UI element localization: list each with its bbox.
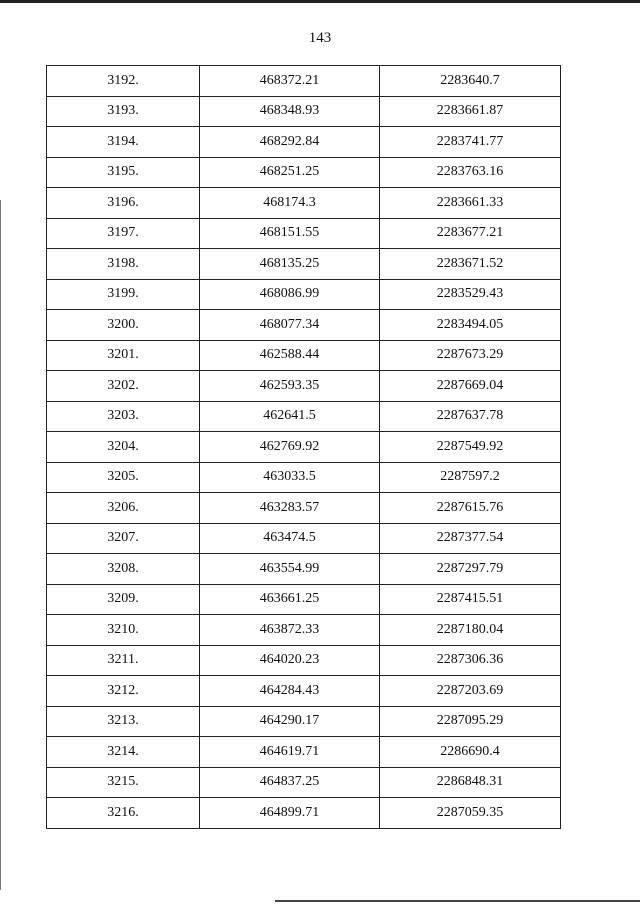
y-coordinate-cell: 2287637.78 bbox=[380, 401, 561, 432]
left-edge-mark bbox=[0, 200, 1, 890]
point-number-cell: 3201. bbox=[47, 340, 200, 371]
y-coordinate-cell: 2283661.87 bbox=[380, 96, 561, 127]
point-number-cell: 3213. bbox=[47, 706, 200, 737]
table-row bbox=[47, 157, 561, 188]
table-row bbox=[47, 645, 561, 676]
point-number-cell: 3206. bbox=[47, 493, 200, 524]
table-row bbox=[47, 584, 561, 615]
table-row bbox=[47, 401, 561, 432]
point-number-cell: 3205. bbox=[47, 462, 200, 493]
y-coordinate-cell: 2287377.54 bbox=[380, 523, 561, 554]
x-coordinate-cell: 463283.57 bbox=[200, 493, 380, 524]
x-coordinate-cell: 462588.44 bbox=[200, 340, 380, 371]
table-row bbox=[47, 706, 561, 737]
table-row bbox=[47, 249, 561, 280]
x-coordinate-cell: 464290.17 bbox=[200, 706, 380, 737]
point-number-cell: 3203. bbox=[47, 401, 200, 432]
y-coordinate-cell: 2286848.31 bbox=[380, 767, 561, 798]
table-row bbox=[47, 737, 561, 768]
point-number-cell: 3207. bbox=[47, 523, 200, 554]
x-coordinate-cell: 468372.21 bbox=[200, 66, 380, 97]
table-row bbox=[47, 279, 561, 310]
table-row bbox=[47, 493, 561, 524]
table-row bbox=[47, 127, 561, 158]
point-number-cell: 3216. bbox=[47, 798, 200, 829]
x-coordinate-cell: 464284.43 bbox=[200, 676, 380, 707]
point-number-cell: 3215. bbox=[47, 767, 200, 798]
point-number-cell: 3199. bbox=[47, 279, 200, 310]
bottom-border bbox=[275, 900, 640, 902]
y-coordinate-cell: 2287615.76 bbox=[380, 493, 561, 524]
x-coordinate-cell: 462769.92 bbox=[200, 432, 380, 463]
x-coordinate-cell: 464899.71 bbox=[200, 798, 380, 829]
point-number-cell: 3214. bbox=[47, 737, 200, 768]
y-coordinate-cell: 2287059.35 bbox=[380, 798, 561, 829]
point-number-cell: 3211. bbox=[47, 645, 200, 676]
table-row bbox=[47, 218, 561, 249]
x-coordinate-cell: 463033.5 bbox=[200, 462, 380, 493]
y-coordinate-cell: 2287203.69 bbox=[380, 676, 561, 707]
table-row bbox=[47, 523, 561, 554]
y-coordinate-cell: 2287673.29 bbox=[380, 340, 561, 371]
table-row bbox=[47, 798, 561, 829]
x-coordinate-cell: 468348.93 bbox=[200, 96, 380, 127]
y-coordinate-cell: 2286690.4 bbox=[380, 737, 561, 768]
y-coordinate-cell: 2283494.05 bbox=[380, 310, 561, 341]
x-coordinate-cell: 464837.25 bbox=[200, 767, 380, 798]
y-coordinate-cell: 2283529.43 bbox=[380, 279, 561, 310]
table-row bbox=[47, 615, 561, 646]
table-row bbox=[47, 340, 561, 371]
x-coordinate-cell: 468174.3 bbox=[200, 188, 380, 219]
coordinates-table-body bbox=[47, 66, 561, 829]
y-coordinate-cell: 2287095.29 bbox=[380, 706, 561, 737]
y-coordinate-cell: 2287669.04 bbox=[380, 371, 561, 402]
y-coordinate-cell: 2283671.52 bbox=[380, 249, 561, 280]
point-number-cell: 3198. bbox=[47, 249, 200, 280]
x-coordinate-cell: 468077.34 bbox=[200, 310, 380, 341]
y-coordinate-cell: 2287597.2 bbox=[380, 462, 561, 493]
point-number-cell: 3210. bbox=[47, 615, 200, 646]
coordinates-table bbox=[46, 65, 561, 829]
table-row bbox=[47, 66, 561, 97]
y-coordinate-cell: 2287306.36 bbox=[380, 645, 561, 676]
point-number-cell: 3209. bbox=[47, 584, 200, 615]
table-row bbox=[47, 96, 561, 127]
table-row bbox=[47, 432, 561, 463]
top-border bbox=[0, 0, 640, 3]
x-coordinate-cell: 463872.33 bbox=[200, 615, 380, 646]
point-number-cell: 3197. bbox=[47, 218, 200, 249]
x-coordinate-cell: 463661.25 bbox=[200, 584, 380, 615]
point-number-cell: 3202. bbox=[47, 371, 200, 402]
table-row bbox=[47, 371, 561, 402]
y-coordinate-cell: 2283741.77 bbox=[380, 127, 561, 158]
point-number-cell: 3208. bbox=[47, 554, 200, 585]
y-coordinate-cell: 2283640.7 bbox=[380, 66, 561, 97]
x-coordinate-cell: 463554.99 bbox=[200, 554, 380, 585]
point-number-cell: 3192. bbox=[47, 66, 200, 97]
y-coordinate-cell: 2283763.16 bbox=[380, 157, 561, 188]
y-coordinate-cell: 2287415.51 bbox=[380, 584, 561, 615]
point-number-cell: 3196. bbox=[47, 188, 200, 219]
point-number-cell: 3204. bbox=[47, 432, 200, 463]
page-number: 143 bbox=[308, 30, 332, 46]
table-row bbox=[47, 676, 561, 707]
point-number-cell: 3200. bbox=[47, 310, 200, 341]
y-coordinate-cell: 2287549.92 bbox=[380, 432, 561, 463]
table-row bbox=[47, 188, 561, 219]
x-coordinate-cell: 464619.71 bbox=[200, 737, 380, 768]
table-row bbox=[47, 554, 561, 585]
table-row bbox=[47, 462, 561, 493]
table-row bbox=[47, 310, 561, 341]
x-coordinate-cell: 464020.23 bbox=[200, 645, 380, 676]
x-coordinate-cell: 463474.5 bbox=[200, 523, 380, 554]
point-number-cell: 3195. bbox=[47, 157, 200, 188]
x-coordinate-cell: 468135.25 bbox=[200, 249, 380, 280]
table-row bbox=[47, 767, 561, 798]
x-coordinate-cell: 468292.84 bbox=[200, 127, 380, 158]
x-coordinate-cell: 468086.99 bbox=[200, 279, 380, 310]
x-coordinate-cell: 468151.55 bbox=[200, 218, 380, 249]
y-coordinate-cell: 2283661.33 bbox=[380, 188, 561, 219]
y-coordinate-cell: 2283677.21 bbox=[380, 218, 561, 249]
point-number-cell: 3212. bbox=[47, 676, 200, 707]
y-coordinate-cell: 2287297.79 bbox=[380, 554, 561, 585]
point-number-cell: 3194. bbox=[47, 127, 200, 158]
point-number-cell: 3193. bbox=[47, 96, 200, 127]
x-coordinate-cell: 462593.35 bbox=[200, 371, 380, 402]
x-coordinate-cell: 462641.5 bbox=[200, 401, 380, 432]
y-coordinate-cell: 2287180.04 bbox=[380, 615, 561, 646]
x-coordinate-cell: 468251.25 bbox=[200, 157, 380, 188]
